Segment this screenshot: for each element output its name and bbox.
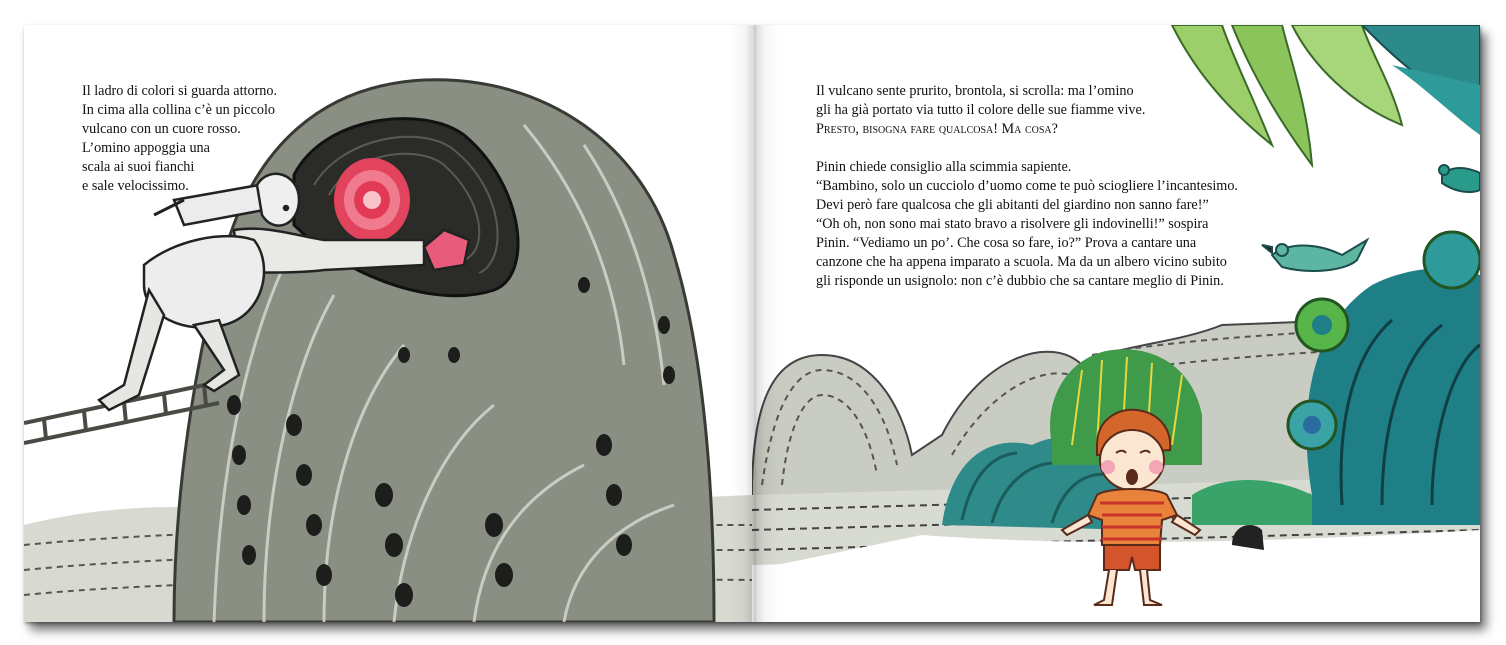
text-line: scala ai suoi fianchi bbox=[82, 159, 195, 175]
text-line: L’omino appoggia una bbox=[82, 140, 210, 156]
text-line: Pinin chiede consiglio alla scimmia sapiente. bbox=[816, 159, 1072, 175]
text-line: Pinin. “Vediamo un po’. Che cosa so fare, io?” Prova a cantare una bbox=[816, 235, 1197, 251]
volcano-heart bbox=[334, 158, 410, 242]
paragraph-gap bbox=[816, 139, 1238, 158]
text-line: Il vulcano sente prurito, brontola, si scrolla: ma l’omino bbox=[816, 83, 1134, 99]
text-line: e sale velocissimo. bbox=[82, 178, 189, 194]
bird-green bbox=[1262, 240, 1367, 271]
text-line: In cima alla collina c’è un piccolo bbox=[82, 102, 276, 118]
text-line: gli risponde un usignolo: non c’è dubbio che sa cantare meglio di Pinin. bbox=[816, 273, 1224, 289]
text-line: “Bambino, solo un cucciolo d’uomo come te può sciogliere l’incantesimo. bbox=[816, 178, 1238, 194]
text-line-smallcaps: Presto, bisogna fare qualcosa! Ma cosa? bbox=[816, 121, 1058, 137]
text-line: Devi però fare qualcosa che gli abitanti del giardino non sanno fare!” bbox=[816, 197, 1209, 213]
text-line: canzone che ha appena imparato a scuola. Ma da un albero vicino subito bbox=[816, 254, 1227, 270]
text-line: Il ladro di colori si guarda attorno. bbox=[82, 83, 278, 99]
text-line: “Oh oh, non sono mai stato bravo a risolvere gli indovinelli!” sospira bbox=[816, 216, 1209, 232]
bird-teal bbox=[1439, 165, 1480, 192]
left-page bbox=[24, 25, 752, 622]
right-page-text bbox=[816, 82, 1238, 291]
book-spread bbox=[24, 25, 1480, 622]
text-line: vulcano con un cuore rosso. bbox=[82, 121, 241, 137]
left-page-text bbox=[82, 82, 277, 196]
right-page bbox=[752, 25, 1480, 622]
text-line: gli ha già portato via tutto il colore delle sue fiamme vive. bbox=[816, 102, 1146, 118]
